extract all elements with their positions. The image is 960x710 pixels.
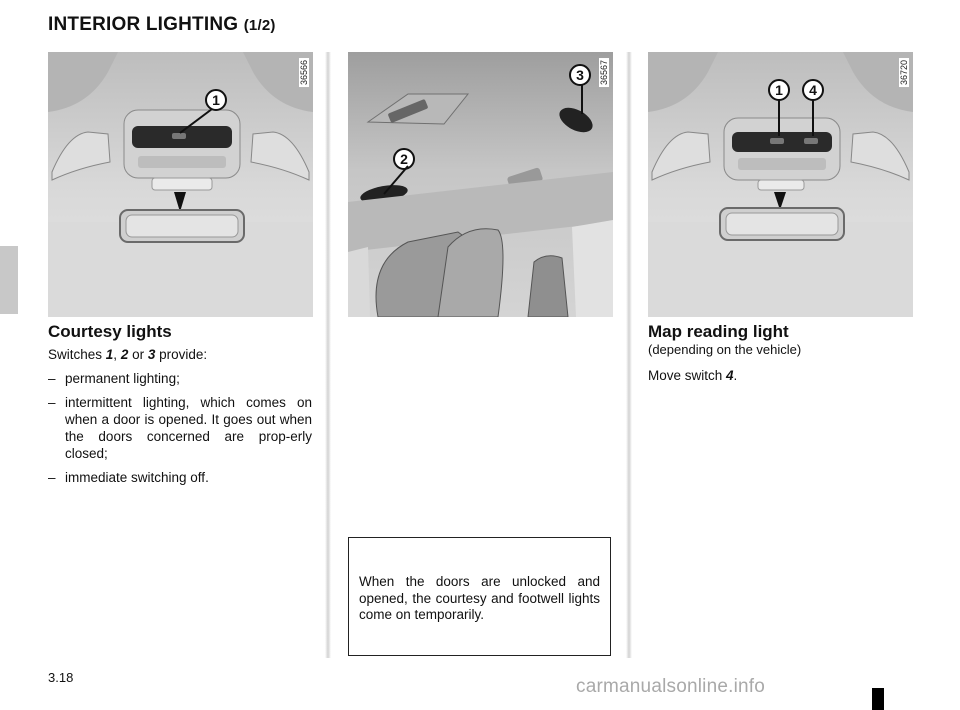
column-divider-left bbox=[325, 52, 331, 658]
callout-leader-line bbox=[773, 98, 785, 140]
callout-leader-line bbox=[176, 107, 216, 137]
chapter-tab bbox=[0, 246, 18, 314]
callout-leader-line bbox=[378, 164, 418, 200]
image-code: 36566 bbox=[299, 60, 309, 86]
callout-marker: 3 bbox=[569, 64, 591, 86]
switch-ref: 4 bbox=[726, 368, 734, 383]
callout-leader-line bbox=[576, 82, 588, 118]
page-title-text: INTERIOR LIGHTING bbox=[48, 14, 239, 35]
list-item-text: immediate switching off. bbox=[65, 470, 209, 485]
list-item-text: permanent lighting; bbox=[65, 371, 180, 386]
list-item bbox=[48, 469, 312, 486]
callout-marker: 4 bbox=[802, 79, 824, 101]
note-text: When the doors are unlocked and opened, the courtesy and footwell lights come on temporarily. bbox=[359, 574, 600, 622]
switch-ref: 1 bbox=[105, 347, 114, 362]
intro-separator: , bbox=[113, 347, 121, 362]
image-code: 36720 bbox=[899, 60, 909, 86]
intro-separator: or bbox=[128, 347, 148, 362]
courtesy-options-list bbox=[48, 370, 312, 493]
courtesy-light-illustration bbox=[48, 52, 313, 317]
map-reading-light-photo bbox=[648, 52, 913, 317]
instruction-prefix: Move switch bbox=[648, 368, 727, 383]
list-item-text: intermittent lighting, which comes on when a door is opened. It goes out when the doors concerned are prop-erly closed; bbox=[65, 395, 312, 461]
map-reading-light-heading: Map reading light bbox=[648, 322, 789, 341]
list-item bbox=[48, 394, 312, 462]
dash-bullet: – bbox=[48, 395, 56, 410]
courtesy-light-photo bbox=[48, 52, 313, 317]
intro-suffix: provide: bbox=[155, 347, 208, 362]
callout-marker: 1 bbox=[205, 89, 227, 111]
switch-ref: 2 bbox=[120, 347, 129, 362]
dash-bullet: – bbox=[48, 371, 56, 386]
corner-mark bbox=[872, 688, 884, 710]
courtesy-intro bbox=[48, 346, 207, 363]
list-item bbox=[48, 370, 312, 387]
intro-prefix: Switches bbox=[48, 347, 106, 362]
column-divider-right bbox=[626, 52, 632, 658]
watermark: carmanualsonline.info bbox=[576, 676, 766, 697]
map-reading-light-subtitle: (depending on the vehicle) bbox=[648, 342, 802, 357]
page-part-indicator: (1/2) bbox=[243, 17, 276, 34]
courtesy-lights-heading: Courtesy lights bbox=[48, 322, 172, 341]
page-title bbox=[48, 14, 276, 36]
page-number: 3.18 bbox=[48, 670, 74, 685]
callout-marker: 1 bbox=[768, 79, 790, 101]
note-box bbox=[348, 537, 611, 656]
dash-bullet: – bbox=[48, 470, 56, 485]
switch-ref: 3 bbox=[147, 347, 156, 362]
instruction-suffix: . bbox=[733, 368, 738, 383]
cabin-ceiling-photo bbox=[348, 52, 613, 317]
image-code: 36567 bbox=[599, 60, 609, 86]
callout-marker: 2 bbox=[393, 148, 415, 170]
callout-leader-line bbox=[807, 98, 819, 140]
map-instruction bbox=[648, 367, 737, 384]
